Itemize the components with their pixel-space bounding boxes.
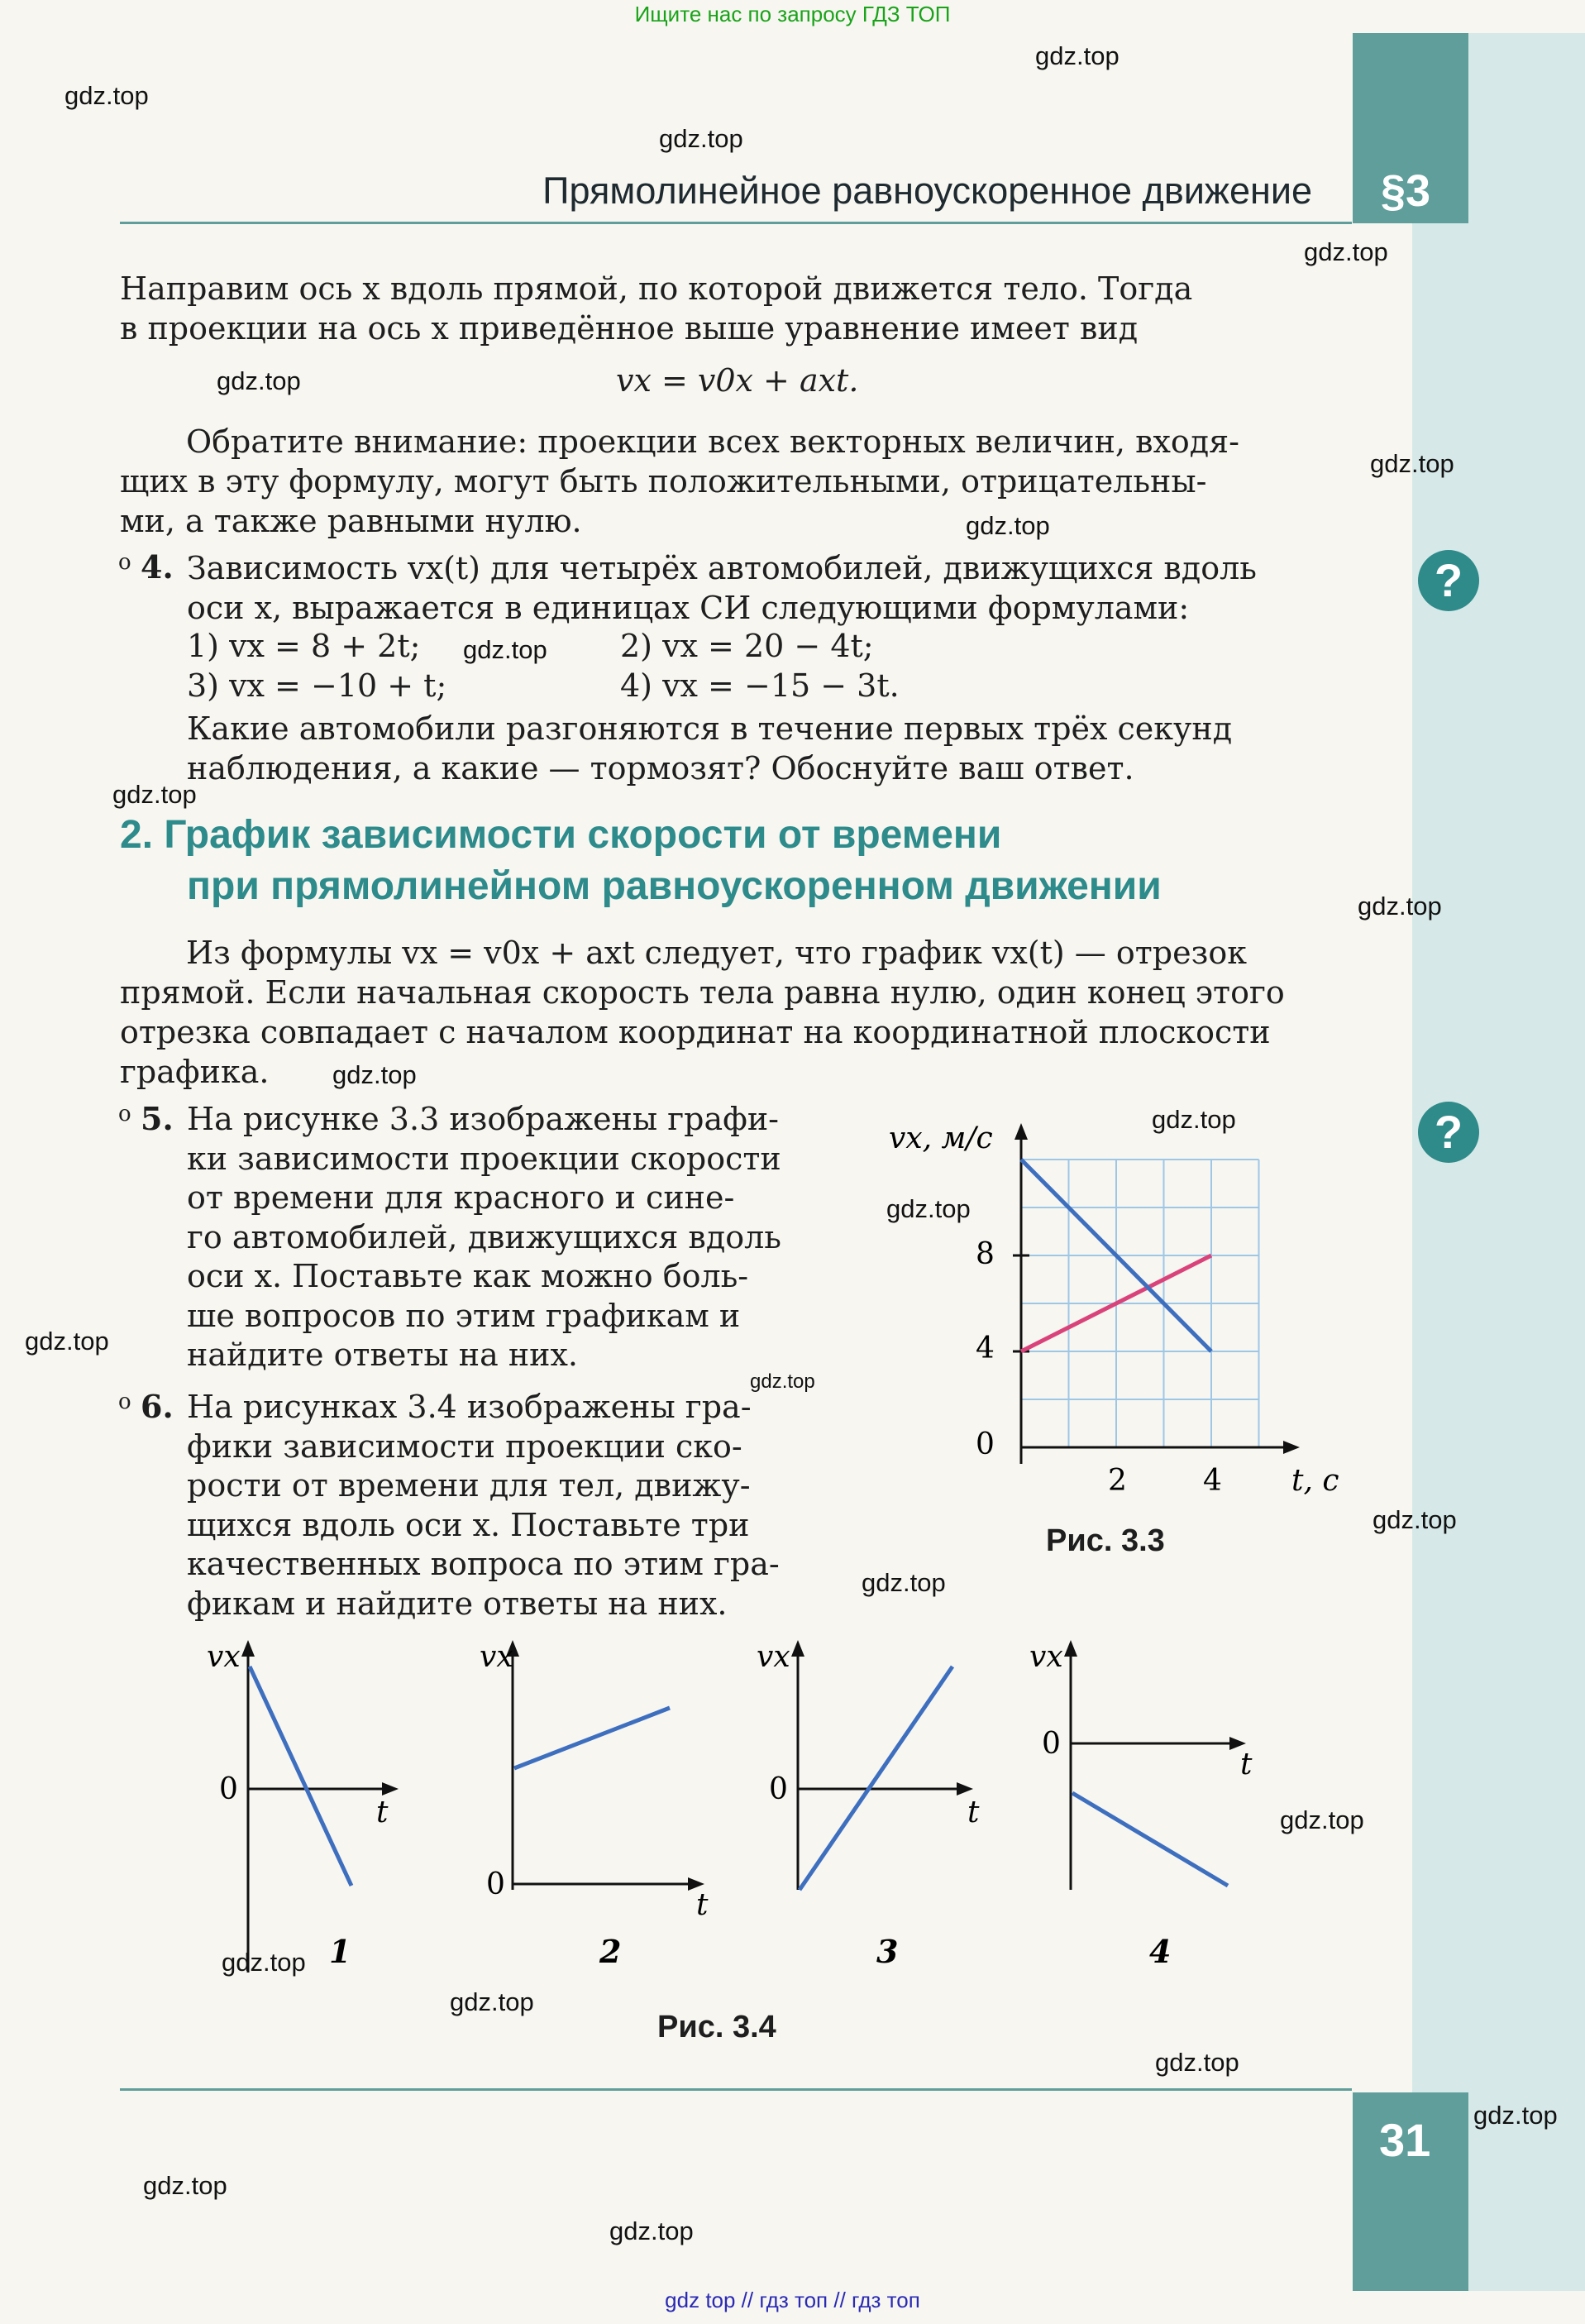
text-line: найдите ответы на них. — [187, 1337, 578, 1373]
header-rule — [120, 222, 1352, 224]
text-line: ше вопросов по этим графикам и — [187, 1297, 741, 1334]
watermark: gdz.top — [217, 366, 301, 395]
watermark: gdz.top — [1152, 1105, 1236, 1134]
intro-paragraph — [120, 269, 1352, 348]
text-line: Какие автомобили разгоняются в течение первых трёх секунд — [187, 710, 1233, 747]
task-number: 5. — [141, 1100, 174, 1137]
text-line: отрезка совпадает с началом координат на координатной плоскости — [120, 1014, 1271, 1050]
watermark: gdz.top — [143, 2171, 227, 2200]
axis-arrow — [791, 1640, 804, 1657]
formula-1: 1) vx = 8 + 2t; — [187, 628, 421, 664]
x-axis-arrow — [1283, 1441, 1300, 1454]
watermark: gdz.top — [750, 1370, 815, 1393]
panel-label: 1 — [329, 1933, 351, 1970]
text-line: Направим ось x вдоль прямой, по которой движется тело. Тогда — [120, 270, 1193, 307]
t-axis-label: t — [696, 1888, 709, 1922]
figure-3-3 — [885, 1108, 1348, 1538]
text-line: фики зависимости проекции ско- — [187, 1427, 742, 1465]
section-title-line: при прямолинейном равноускоренном движении — [187, 864, 1162, 908]
text-line: щих в эту формулу, могут быть положительными, отрицательны- — [120, 463, 1207, 500]
task-marker-icon: o — [118, 1102, 131, 1126]
y-tick-label: 8 — [976, 1237, 995, 1271]
y-tick-label: 0 — [976, 1427, 995, 1461]
text-line: оси x, выражается в единицах СИ следующими формулами: — [187, 590, 1190, 626]
watermark: gdz.top — [1155, 2048, 1239, 2077]
panel-1 — [207, 1640, 399, 1973]
text-line: рости от времени для тел, движу- — [187, 1467, 751, 1504]
text-line: качественных вопроса по этим гра- — [187, 1546, 780, 1582]
text-line: в проекции на ось x приведённое выше уравнение имеет вид — [120, 310, 1139, 347]
text-line: На рисунках 3.4 изображены гра- — [187, 1389, 752, 1425]
axis-arrow — [957, 1782, 973, 1796]
watermark: gdz.top — [659, 124, 743, 153]
section-badge: §3 — [1381, 166, 1431, 216]
x-tick-label: 2 — [1108, 1464, 1127, 1498]
t-axis-label: t — [967, 1796, 980, 1829]
axis-arrow — [1064, 1640, 1077, 1657]
watermark: gdz.top — [64, 81, 149, 110]
panel-label: 3 — [876, 1933, 899, 1970]
text-line: наблюдения, а какие — тормозят? Обоснуйте ваш ответ. — [187, 750, 1134, 787]
task5-text — [187, 1100, 844, 1375]
text-line: На рисунке 3.3 изображены графи- — [187, 1101, 780, 1137]
zero-label: 0 — [1042, 1727, 1061, 1761]
watermark: gdz.top — [1473, 2101, 1558, 2130]
velocity-formula: vx = v0x + axt. — [616, 362, 859, 399]
watermark: gdz.top — [1035, 41, 1120, 70]
x-axis-label: t, c — [1291, 1464, 1339, 1498]
task-marker-icon: o — [118, 1389, 131, 1414]
watermark: gdz.top — [1370, 449, 1454, 478]
page-header-title: Прямолинейное равноускоренное движение — [542, 170, 1312, 212]
bottom-banner-watermark[interactable]: gdz top // гдз топ // гдз топ — [665, 2288, 920, 2312]
text-line: Из формулы vx = v0x + axt следует, что график vx(t) — отрезок — [186, 935, 1247, 971]
text-line: графика. — [120, 1054, 270, 1090]
page-number: 31 — [1379, 2114, 1431, 2166]
zero-label: 0 — [486, 1867, 505, 1901]
text-line: Обратите внимание: проекции всех векторных величин, входя- — [186, 423, 1239, 460]
section-heading — [120, 811, 1001, 860]
watermark: gdz.top — [332, 1060, 417, 1089]
figure-caption: Рис. 3.4 — [657, 2010, 776, 2044]
note-paragraph — [120, 422, 1352, 541]
task6-text — [187, 1388, 844, 1623]
axis-arrow — [241, 1640, 255, 1657]
graph-line — [800, 1666, 952, 1890]
watermark: gdz.top — [112, 780, 197, 809]
watermark: gdz.top — [463, 635, 547, 664]
watermark: gdz.top — [1304, 237, 1388, 266]
watermark: gdz.top — [966, 511, 1050, 540]
t-axis-label: t — [376, 1796, 389, 1829]
zero-label: 0 — [769, 1772, 788, 1806]
text-line: ми, а также равными нулю. — [120, 503, 582, 539]
axis-arrow — [382, 1782, 399, 1796]
text-line: го автомобилей, движущихся вдоль — [187, 1218, 781, 1255]
v-axis-label: vx — [480, 1640, 513, 1674]
question-icon: ? — [1418, 550, 1479, 611]
formula-4: 4) vx = −15 − 3t. — [620, 667, 900, 704]
v-axis-label: vx — [207, 1640, 241, 1674]
watermark: gdz.top — [25, 1327, 109, 1356]
y-axis-arrow — [1014, 1123, 1028, 1140]
footer-rule — [120, 2088, 1352, 2091]
text-line: ки зависимости проекции скорости — [187, 1140, 781, 1177]
task-number: 4. — [141, 548, 174, 586]
v-axis-label: vx — [757, 1640, 790, 1674]
task-marker-icon: o — [118, 550, 131, 575]
text-line: от времени для красного и сине- — [187, 1179, 735, 1216]
v-axis-label: vx — [1029, 1640, 1063, 1674]
chart-grid — [1013, 1160, 1259, 1447]
watermark: gdz.top — [1358, 892, 1442, 921]
graph-line — [250, 1666, 351, 1886]
watermark: gdz.top — [886, 1194, 971, 1223]
formula-3: 3) vx = −10 + t; — [187, 667, 447, 704]
graph-line — [1072, 1793, 1228, 1886]
figure-3-4 — [190, 1633, 1290, 1989]
top-banner-watermark[interactable]: Ищите нас по запросу ГДЗ ТОП — [634, 2, 951, 26]
watermark: gdz.top — [862, 1568, 946, 1597]
question-icon: ? — [1418, 1102, 1479, 1163]
panel-3 — [757, 1640, 980, 1970]
zero-label: 0 — [219, 1772, 238, 1806]
panel-4 — [1029, 1640, 1253, 1970]
panel-label: 2 — [599, 1933, 622, 1970]
task-number: 6. — [141, 1388, 174, 1425]
text-line: прямой. Если начальная скорость тела равна нулю, один конец этого — [120, 974, 1285, 1011]
section2-paragraph — [120, 933, 1352, 1092]
section-number: 2. — [120, 813, 154, 857]
text-line: оси x. Поставьте как можно боль- — [187, 1258, 749, 1294]
formula-2: 2) vx = 20 − 4t; — [620, 628, 874, 664]
panel-2 — [480, 1640, 709, 1970]
watermark: gdz.top — [450, 1987, 534, 2016]
y-axis-label: vx, м/с — [889, 1121, 993, 1155]
watermark: gdz.top — [1280, 1805, 1364, 1834]
text-line: Зависимость vx(t) для четырёх автомобилей, движущихся вдоль — [187, 550, 1257, 586]
text-line: щихся вдоль оси x. Поставьте три — [187, 1506, 750, 1543]
task4-question — [187, 709, 1352, 788]
figure-caption: Рис. 3.3 — [1046, 1523, 1165, 1558]
watermark: gdz.top — [222, 1948, 306, 1977]
text-line: фикам и найдите ответы на них. — [187, 1585, 728, 1622]
graph-line — [514, 1708, 670, 1768]
task4-text — [187, 548, 1352, 628]
right-margin-strip — [1412, 33, 1585, 2291]
y-tick-label: 4 — [976, 1332, 995, 1365]
section-title-line: График зависимости скорости от времени — [164, 813, 1002, 857]
watermark: gdz.top — [1373, 1505, 1457, 1534]
watermark: gdz.top — [609, 2216, 694, 2245]
t-axis-label: t — [1240, 1748, 1253, 1781]
panel-label: 4 — [1149, 1933, 1172, 1970]
x-tick-label: 4 — [1203, 1464, 1222, 1498]
